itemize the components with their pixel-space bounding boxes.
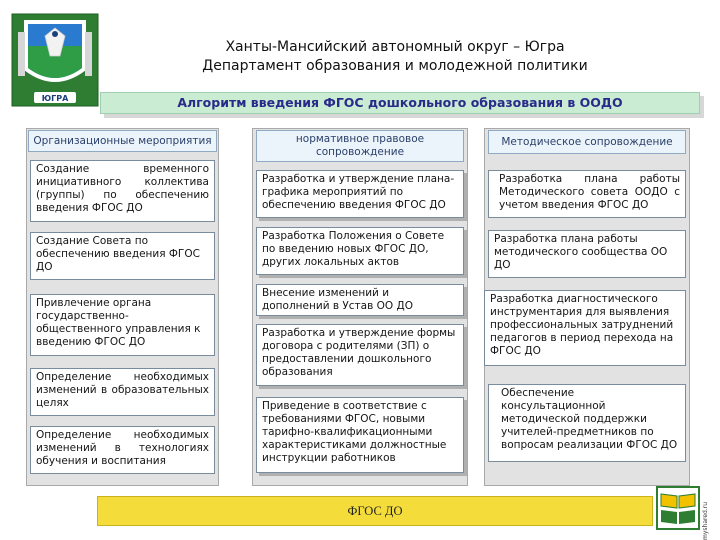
legal-item: Разработка и утверждение плана-графика мероприятий по обеспечению введения ФГОС ДО [256,170,464,218]
page-title [140,38,650,76]
method-item: Обеспечение консультационной методической поддержки учителей-предметников по вопросам реализации ФГОС ДО [488,384,686,462]
legal-item: Приведение в соответствие с требованиями ФГОС, новыми тарифно-квалификационными характеристиками должностные инструкции работников [256,397,464,473]
method-item: Разработка плана работы методического сообщества ОО ДО [488,230,686,278]
method-column-heading: Методическое сопровождение [488,130,686,154]
watermark-side-text: myshared.ru [702,501,709,540]
legal-column-heading: нормативное правовое сопровождение [256,130,464,162]
book-logo-icon [656,486,700,530]
method-item: Разработка плана работы Методического совета ООДО с учетом введения ФГОС ДО [488,170,686,218]
method-item: Разработка диагностического инструментария для выявления профессиональных затруднений педагогов в период перехода на ФГОС ДО [484,290,686,366]
org-item: Создание временного инициативного коллектива (группы) по обеспечению введения ФГОС ДО [30,160,215,222]
emblem-caption: ЮГРА [41,94,69,103]
org-item: Определение необходимых изменений в образовательных целях [30,368,215,416]
legal-item: Разработка Положения о Совете по введению новых ФГОС ДО, других локальных актов [256,227,464,275]
legal-item: Внесение изменений и дополнений в Устав ОО ДО [256,284,464,316]
title-line-department: Департамент образования и молодежной политики [202,58,588,74]
legal-item: Разработка и утверждение формы договора с родителями (ЗП) о предоставлении дошкольного образования [256,324,464,386]
title-line-region: Ханты-Мансийский автономный округ – Югра [225,39,565,55]
algorithm-banner: Алгоритм введения ФГОС дошкольного образования в ООДО [100,92,700,114]
org-item: Создание Совета по обеспечению введения ФГОС ДО [30,232,215,280]
org-column-heading: Организационные мероприятия [28,130,217,152]
org-item: Привлечение органа государственно-общественного управления к введению ФГОС ДО [30,294,215,356]
fgos-footer-bar: ФГОС ДО [97,496,653,526]
org-item: Определение необходимых изменений в технологиях обучения и воспитания [30,426,215,474]
